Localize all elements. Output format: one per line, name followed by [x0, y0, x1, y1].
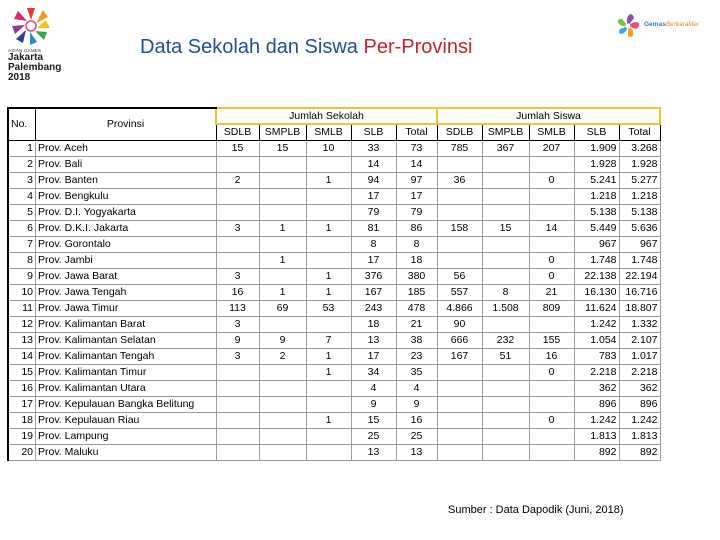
siswa-sdlb: 4.866	[437, 301, 482, 317]
sekolah-sdlb	[216, 413, 259, 429]
sekolah-total: 14	[396, 157, 437, 173]
siswa-sdlb	[437, 253, 482, 269]
row-provinsi: Prov. Gorontalo	[36, 237, 217, 253]
sekolah-sdlb: 3	[216, 349, 259, 365]
table-row	[8, 301, 660, 317]
subheader-siswa-total: Total	[619, 124, 660, 141]
siswa-sdlb	[437, 445, 482, 461]
logo-right-text-main: Gemas	[644, 21, 666, 28]
sekolah-smplb	[259, 429, 306, 445]
siswa-smplb: 367	[482, 141, 529, 157]
sekolah-smlb	[306, 397, 351, 413]
subheader-sekolah-smplb: SMPLB	[259, 124, 306, 141]
table-row	[8, 189, 660, 205]
siswa-total: 5.277	[619, 173, 660, 189]
sekolah-sdlb	[216, 237, 259, 253]
siswa-smlb: 14	[529, 221, 574, 237]
sekolah-total: 25	[396, 429, 437, 445]
siswa-total: 2.107	[619, 333, 660, 349]
siswa-total: 1.218	[619, 189, 660, 205]
siswa-smlb: 207	[529, 141, 574, 157]
siswa-smplb	[482, 269, 529, 285]
siswa-sdlb	[437, 237, 482, 253]
row-no: 13	[8, 333, 36, 349]
sekolah-smplb	[259, 381, 306, 397]
siswa-sdlb: 167	[437, 349, 482, 365]
row-no: 5	[8, 205, 36, 221]
siswa-total: 967	[619, 237, 660, 253]
sekolah-smlb: 1	[306, 269, 351, 285]
table-row	[8, 269, 660, 285]
table-body	[8, 141, 660, 461]
sekolah-slb: 25	[351, 429, 396, 445]
subheader-siswa-smlb: SMLB	[529, 124, 574, 141]
siswa-smlb	[529, 445, 574, 461]
table-row	[8, 205, 660, 221]
sekolah-sdlb	[216, 365, 259, 381]
row-no: 20	[8, 445, 36, 461]
row-no: 17	[8, 397, 36, 413]
siswa-sdlb: 666	[437, 333, 482, 349]
siswa-smlb: 0	[529, 269, 574, 285]
title-main: Data Sekolah dan Siswa	[140, 36, 358, 58]
row-no: 4	[8, 189, 36, 205]
sekolah-slb: 4	[351, 381, 396, 397]
siswa-smlb: 0	[529, 413, 574, 429]
siswa-total: 362	[619, 381, 660, 397]
sekolah-smlb: 1	[306, 221, 351, 237]
sekolah-slb: 33	[351, 141, 396, 157]
siswa-slb: 1.242	[574, 317, 619, 333]
sekolah-slb: 94	[351, 173, 396, 189]
table-row	[8, 413, 660, 429]
sekolah-total: 97	[396, 173, 437, 189]
subheader-sekolah-smlb: SMLB	[306, 124, 351, 141]
sekolah-sdlb	[216, 381, 259, 397]
sekolah-smplb	[259, 173, 306, 189]
sekolah-smlb: 53	[306, 301, 351, 317]
siswa-smlb: 809	[529, 301, 574, 317]
title-highlight: Per-Provinsi	[363, 36, 473, 58]
siswa-slb: 1.928	[574, 157, 619, 173]
siswa-smlb	[529, 205, 574, 221]
siswa-smlb: 0	[529, 365, 574, 381]
sekolah-smlb	[306, 445, 351, 461]
siswa-smplb	[482, 157, 529, 173]
siswa-smlb: 155	[529, 333, 574, 349]
table-row	[8, 429, 660, 445]
siswa-smplb: 51	[482, 349, 529, 365]
row-provinsi: Prov. Kepulauan Bangka Belitung	[36, 397, 217, 413]
siswa-smlb	[529, 397, 574, 413]
sekolah-total: 18	[396, 253, 437, 269]
row-provinsi: Prov. Bengkulu	[36, 189, 217, 205]
siswa-smlb	[529, 157, 574, 173]
siswa-total: 16.716	[619, 285, 660, 301]
row-no: 15	[8, 365, 36, 381]
row-provinsi: Prov. Bali	[36, 157, 217, 173]
sekolah-smplb: 9	[259, 333, 306, 349]
subheader-siswa-smplb: SMPLB	[482, 124, 529, 141]
siswa-slb: 1.748	[574, 253, 619, 269]
header-no: No.	[8, 108, 36, 141]
row-provinsi: Prov. Lampung	[36, 429, 217, 445]
sekolah-slb: 376	[351, 269, 396, 285]
sekolah-sdlb: 113	[216, 301, 259, 317]
sekolah-smplb	[259, 317, 306, 333]
siswa-smplb	[482, 381, 529, 397]
sekolah-sdlb	[216, 429, 259, 445]
row-provinsi: Prov. Kalimantan Selatan	[36, 333, 217, 349]
sekolah-smlb	[306, 205, 351, 221]
siswa-slb: 1.909	[574, 141, 619, 157]
siswa-total: 2.218	[619, 365, 660, 381]
row-provinsi: Prov. Kalimantan Timur	[36, 365, 217, 381]
sekolah-total: 185	[396, 285, 437, 301]
siswa-slb: 1.054	[574, 333, 619, 349]
sekolah-smlb	[306, 253, 351, 269]
gemas-berkarakter-logo	[612, 6, 717, 50]
sekolah-slb: 8	[351, 237, 396, 253]
sekolah-smlb	[306, 157, 351, 173]
table-row	[8, 141, 660, 157]
row-no: 3	[8, 173, 36, 189]
sekolah-slb: 13	[351, 333, 396, 349]
sekolah-smlb	[306, 189, 351, 205]
siswa-sdlb	[437, 413, 482, 429]
sekolah-total: 380	[396, 269, 437, 285]
row-provinsi: Prov. Kalimantan Tengah	[36, 349, 217, 365]
sekolah-slb: 17	[351, 189, 396, 205]
siswa-sdlb: 56	[437, 269, 482, 285]
sekolah-total: 478	[396, 301, 437, 317]
row-provinsi: Prov. Maluku	[36, 445, 217, 461]
sekolah-smlb: 1	[306, 173, 351, 189]
siswa-sdlb	[437, 157, 482, 173]
siswa-total: 1.928	[619, 157, 660, 173]
sekolah-slb: 15	[351, 413, 396, 429]
siswa-smplb	[482, 317, 529, 333]
siswa-total: 5.138	[619, 205, 660, 221]
row-provinsi: Prov. Kepulauan Riau	[36, 413, 217, 429]
table-row	[8, 333, 660, 349]
row-provinsi: Prov. Jambi	[36, 253, 217, 269]
row-no: 9	[8, 269, 36, 285]
sekolah-smplb: 1	[259, 221, 306, 237]
siswa-smlb	[529, 381, 574, 397]
siswa-sdlb	[437, 189, 482, 205]
subheader-siswa-slb: SLB	[574, 124, 619, 141]
sekolah-smplb: 15	[259, 141, 306, 157]
sekolah-sdlb	[216, 445, 259, 461]
siswa-sdlb: 785	[437, 141, 482, 157]
siswa-slb: 5.449	[574, 221, 619, 237]
siswa-slb: 2.218	[574, 365, 619, 381]
row-provinsi: Prov. D.K.I. Jakarta	[36, 221, 217, 237]
sekolah-smplb	[259, 365, 306, 381]
siswa-smlb: 0	[529, 253, 574, 269]
logo-event-line: ASIAN GAMES	[8, 48, 42, 53]
siswa-smplb	[482, 365, 529, 381]
table-row	[8, 381, 660, 397]
siswa-smlb: 0	[529, 173, 574, 189]
table-row	[8, 173, 660, 189]
table-row	[8, 237, 660, 253]
siswa-smplb	[482, 429, 529, 445]
siswa-total: 5.636	[619, 221, 660, 237]
sekolah-sdlb: 2	[216, 173, 259, 189]
sekolah-total: 13	[396, 445, 437, 461]
siswa-sdlb: 90	[437, 317, 482, 333]
sekolah-slb: 17	[351, 349, 396, 365]
siswa-slb: 1.218	[574, 189, 619, 205]
siswa-slb: 5.241	[574, 173, 619, 189]
row-no: 11	[8, 301, 36, 317]
row-provinsi: Prov. Jawa Barat	[36, 269, 217, 285]
siswa-sdlb: 36	[437, 173, 482, 189]
sekolah-smlb: 1	[306, 365, 351, 381]
siswa-total: 1.242	[619, 413, 660, 429]
siswa-slb: 896	[574, 397, 619, 413]
sekolah-total: 9	[396, 397, 437, 413]
siswa-smplb	[482, 253, 529, 269]
sekolah-smplb: 1	[259, 285, 306, 301]
row-provinsi: Prov. Kalimantan Barat	[36, 317, 217, 333]
page-title	[140, 36, 472, 59]
siswa-total: 18.807	[619, 301, 660, 317]
sekolah-slb: 81	[351, 221, 396, 237]
sekolah-sdlb: 9	[216, 333, 259, 349]
sekolah-slb: 13	[351, 445, 396, 461]
siswa-smlb	[529, 317, 574, 333]
siswa-sdlb	[437, 365, 482, 381]
sekolah-sdlb: 3	[216, 269, 259, 285]
flower-icon	[612, 6, 646, 46]
siswa-slb: 892	[574, 445, 619, 461]
sekolah-sdlb: 15	[216, 141, 259, 157]
siswa-smplb	[482, 173, 529, 189]
siswa-smplb	[482, 397, 529, 413]
sekolah-sdlb: 3	[216, 221, 259, 237]
siswa-total: 1.748	[619, 253, 660, 269]
siswa-total: 22.194	[619, 269, 660, 285]
row-no: 1	[8, 141, 36, 157]
row-provinsi: Prov. Jawa Tengah	[36, 285, 217, 301]
subheader-sekolah-slb: SLB	[351, 124, 396, 141]
sekolah-smlb	[306, 237, 351, 253]
subheader-sekolah-total: Total	[396, 124, 437, 141]
siswa-smplb: 232	[482, 333, 529, 349]
siswa-sdlb	[437, 381, 482, 397]
siswa-slb: 783	[574, 349, 619, 365]
siswa-total: 1.813	[619, 429, 660, 445]
sekolah-smlb	[306, 429, 351, 445]
logo-right-text-accent: Berkarakter	[665, 21, 700, 28]
sekolah-slb: 243	[351, 301, 396, 317]
siswa-slb: 1.813	[574, 429, 619, 445]
sekolah-smplb: 1	[259, 253, 306, 269]
sekolah-smplb	[259, 157, 306, 173]
subheader-siswa-sdlb: SDLB	[437, 124, 482, 141]
sekolah-smplb	[259, 205, 306, 221]
sekolah-sdlb	[216, 205, 259, 221]
table-row	[8, 317, 660, 333]
sekolah-smlb: 1	[306, 285, 351, 301]
logo-event-name: Jakarta Palembang 2018	[8, 52, 62, 83]
row-no: 19	[8, 429, 36, 445]
sekolah-smplb	[259, 397, 306, 413]
sekolah-slb: 9	[351, 397, 396, 413]
row-no: 18	[8, 413, 36, 429]
sekolah-slb: 79	[351, 205, 396, 221]
sekolah-smlb	[306, 317, 351, 333]
siswa-sdlb	[437, 429, 482, 445]
siswa-smlb	[529, 237, 574, 253]
row-provinsi: Prov. Aceh	[36, 141, 217, 157]
subheader-sekolah-sdlb: SDLB	[216, 124, 259, 141]
siswa-smlb	[529, 429, 574, 445]
siswa-sdlb	[437, 205, 482, 221]
asian-games-emblem-icon	[10, 5, 52, 47]
table-row	[8, 365, 660, 381]
row-no: 16	[8, 381, 36, 397]
sekolah-smlb: 1	[306, 349, 351, 365]
row-no: 7	[8, 237, 36, 253]
table-row	[8, 253, 660, 269]
sekolah-slb: 167	[351, 285, 396, 301]
siswa-total: 3.268	[619, 141, 660, 157]
row-no: 10	[8, 285, 36, 301]
row-provinsi: Prov. Jawa Timur	[36, 301, 217, 317]
table-row	[8, 397, 660, 413]
sekolah-slb: 14	[351, 157, 396, 173]
siswa-total: 896	[619, 397, 660, 413]
siswa-slb: 362	[574, 381, 619, 397]
row-no: 12	[8, 317, 36, 333]
header-jumlah-siswa: Jumlah Siswa	[437, 108, 660, 124]
siswa-smplb	[482, 205, 529, 221]
siswa-slb: 16.130	[574, 285, 619, 301]
sekolah-sdlb	[216, 397, 259, 413]
sekolah-total: 17	[396, 189, 437, 205]
header-jumlah-sekolah: Jumlah Sekolah	[216, 108, 437, 124]
sekolah-smplb	[259, 269, 306, 285]
row-no: 8	[8, 253, 36, 269]
sekolah-total: 4	[396, 381, 437, 397]
sekolah-total: 73	[396, 141, 437, 157]
siswa-total: 892	[619, 445, 660, 461]
sekolah-sdlb	[216, 253, 259, 269]
siswa-slb: 1.242	[574, 413, 619, 429]
sekolah-total: 8	[396, 237, 437, 253]
sekolah-smplb	[259, 237, 306, 253]
siswa-slb: 5.138	[574, 205, 619, 221]
siswa-smlb: 16	[529, 349, 574, 365]
siswa-smplb: 8	[482, 285, 529, 301]
sekolah-sdlb: 16	[216, 285, 259, 301]
source-note: Sumber : Data Dapodik (Juni, 2018)	[448, 504, 624, 516]
siswa-sdlb: 158	[437, 221, 482, 237]
sekolah-total: 16	[396, 413, 437, 429]
table-row	[8, 157, 660, 173]
logo-right-text	[644, 21, 699, 28]
siswa-total: 1.017	[619, 349, 660, 365]
row-no: 6	[8, 221, 36, 237]
siswa-smplb	[482, 189, 529, 205]
siswa-slb: 22.138	[574, 269, 619, 285]
asian-games-logo	[8, 5, 78, 95]
table-row	[8, 221, 660, 237]
sekolah-slb: 17	[351, 253, 396, 269]
sekolah-smlb	[306, 381, 351, 397]
sekolah-smplb: 2	[259, 349, 306, 365]
siswa-smplb: 1.508	[482, 301, 529, 317]
sekolah-sdlb: 3	[216, 317, 259, 333]
sekolah-smlb: 10	[306, 141, 351, 157]
row-provinsi: Prov. D.I. Yogyakarta	[36, 205, 217, 221]
siswa-slb: 11.624	[574, 301, 619, 317]
sekolah-sdlb	[216, 157, 259, 173]
sekolah-smplb	[259, 189, 306, 205]
school-student-table	[7, 107, 661, 461]
siswa-smlb: 21	[529, 285, 574, 301]
sekolah-smplb: 69	[259, 301, 306, 317]
table-row	[8, 285, 660, 301]
sekolah-total: 86	[396, 221, 437, 237]
header-provinsi: Provinsi	[36, 108, 217, 141]
table-row	[8, 445, 660, 461]
siswa-smplb	[482, 413, 529, 429]
siswa-total: 1.332	[619, 317, 660, 333]
sekolah-smplb	[259, 445, 306, 461]
sekolah-total: 38	[396, 333, 437, 349]
siswa-smplb: 15	[482, 221, 529, 237]
siswa-smplb	[482, 237, 529, 253]
row-provinsi: Prov. Kalimantan Utara	[36, 381, 217, 397]
table-row	[8, 349, 660, 365]
sekolah-smplb	[259, 413, 306, 429]
row-provinsi: Prov. Banten	[36, 173, 217, 189]
siswa-smlb	[529, 189, 574, 205]
sekolah-slb: 18	[351, 317, 396, 333]
sekolah-slb: 34	[351, 365, 396, 381]
siswa-sdlb: 557	[437, 285, 482, 301]
sekolah-total: 23	[396, 349, 437, 365]
sekolah-smlb: 1	[306, 413, 351, 429]
row-no: 2	[8, 157, 36, 173]
sekolah-total: 79	[396, 205, 437, 221]
row-no: 14	[8, 349, 36, 365]
sekolah-total: 21	[396, 317, 437, 333]
siswa-sdlb	[437, 397, 482, 413]
siswa-slb: 967	[574, 237, 619, 253]
sekolah-sdlb	[216, 189, 259, 205]
sekolah-total: 35	[396, 365, 437, 381]
siswa-smplb	[482, 445, 529, 461]
sekolah-smlb: 7	[306, 333, 351, 349]
